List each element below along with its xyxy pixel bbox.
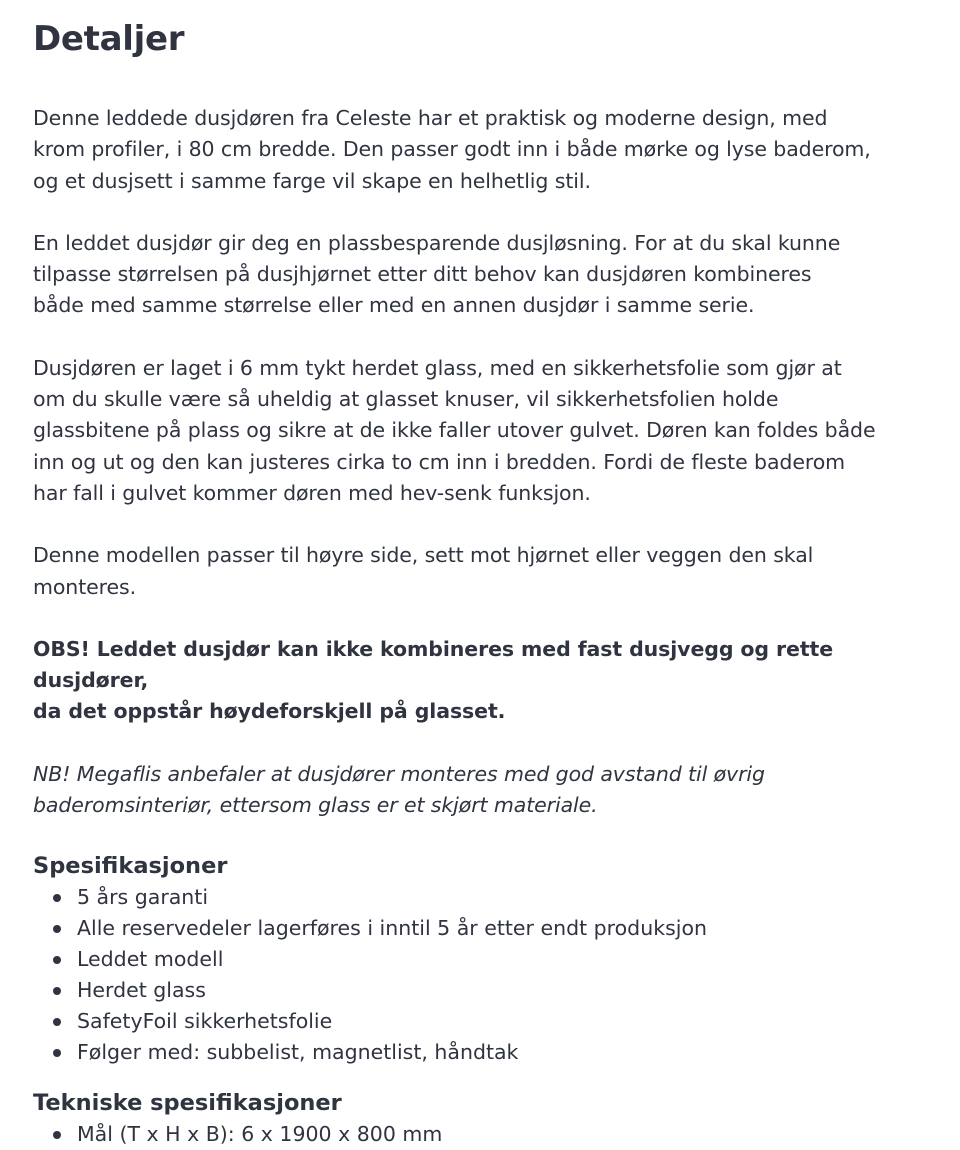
bullet-icon: [53, 1018, 61, 1026]
text-line: OBS! Leddet dusjdør kan ikke kombineres med fast dusjvegg og rette dusjdører,: [33, 636, 834, 693]
bullet-icon: [53, 956, 61, 964]
text-line: inn og ut og den kan justeres cirka to cm inn i bredden. Fordi de fleste baderom: [33, 449, 846, 474]
text-line: Denne leddede dusjdøren fra Celeste har et praktisk og moderne design, med: [33, 106, 828, 130]
page-title: Detaljer: [33, 19, 185, 59]
text-line: tilpasse størrelsen på dusjhjørnet etter ditt behov kan dusjdøren kombineres: [33, 262, 812, 287]
list-item-text: Følger med: subbelist, magnetlist, håndtak: [77, 1040, 519, 1065]
list-item: [33, 1006, 932, 1037]
list-item: [33, 1119, 932, 1150]
specs-list: [33, 882, 932, 1068]
list-item: [33, 1037, 932, 1068]
text-line: krom profiler, i 80 cm bredde. Den passer godt inn i både mørke og lyse baderom,: [33, 137, 871, 162]
note-paragraph: [33, 759, 932, 822]
list-item-text: Alle reservedeler lagerføres i inntil 5 år etter endt produksjon: [77, 916, 707, 941]
text-line: NB! Megaflis anbefaler at dusjdører monteres med god avstand til øvrig: [33, 761, 765, 786]
text-line: baderomsinteriør, ettersom glass er et skjørt materiale.: [33, 793, 598, 818]
list-item-text: Mål (T x H x B): 6 x 1900 x 800 mm: [77, 1122, 443, 1147]
text-line: monteres.: [33, 574, 137, 599]
tech-specs-list: [33, 1119, 932, 1150]
specs-heading: Spesifikasjoner: [33, 853, 228, 880]
list-item-text: 5 års garanti: [77, 885, 209, 910]
list-item-text: SafetyFoil sikkerhetsfolie: [77, 1009, 333, 1034]
text-line: Denne modellen passer til høyre side, sett mot hjørnet eller veggen den skal: [33, 543, 814, 568]
tech-specs-heading: Tekniske spesifikasjoner: [33, 1090, 342, 1117]
list-item: [33, 882, 932, 913]
text-line: om du skulle være så uheldig at glasset knuser, vil sikkerhetsfolien holde: [33, 387, 779, 412]
list-item-text: Herdet glass: [77, 978, 206, 1003]
text-line: En leddet dusjdør gir deg en plassbesparende dusjløsning. For at du skal kunne: [33, 230, 841, 255]
bullet-icon: [53, 894, 61, 902]
text-line: har fall i gulvet kommer døren med hev-senk funksjon.: [33, 480, 591, 505]
bullet-icon: [53, 987, 61, 995]
description-paragraph-3: [33, 353, 932, 509]
list-item: [33, 944, 932, 975]
description-paragraph-2: [33, 228, 932, 322]
bullet-icon: [53, 1049, 61, 1057]
text-line: Dusjdøren er laget i 6 mm tykt herdet glass, med en sikkerhetsfolie som gjør at: [33, 355, 842, 380]
list-item: [33, 975, 932, 1006]
text-line: og et dusjsett i samme farge vil skape en helhetlig stil.: [33, 168, 591, 193]
text-line: glassbitene på plass og sikre at de ikke faller utover gulvet. Døren kan foldes både: [33, 418, 876, 443]
text-line: da det oppstår høydeforskjell på glasset.: [33, 699, 506, 724]
bullet-icon: [53, 925, 61, 933]
list-item: [33, 913, 932, 944]
description-paragraph-1: [33, 103, 932, 197]
warning-paragraph: [33, 634, 932, 728]
list-item-text: Leddet modell: [77, 947, 224, 972]
bullet-icon: [53, 1131, 61, 1139]
description-paragraph-4: [33, 540, 932, 603]
text-line: både med samme størrelse eller med en annen dusjdør i samme serie.: [33, 293, 755, 318]
